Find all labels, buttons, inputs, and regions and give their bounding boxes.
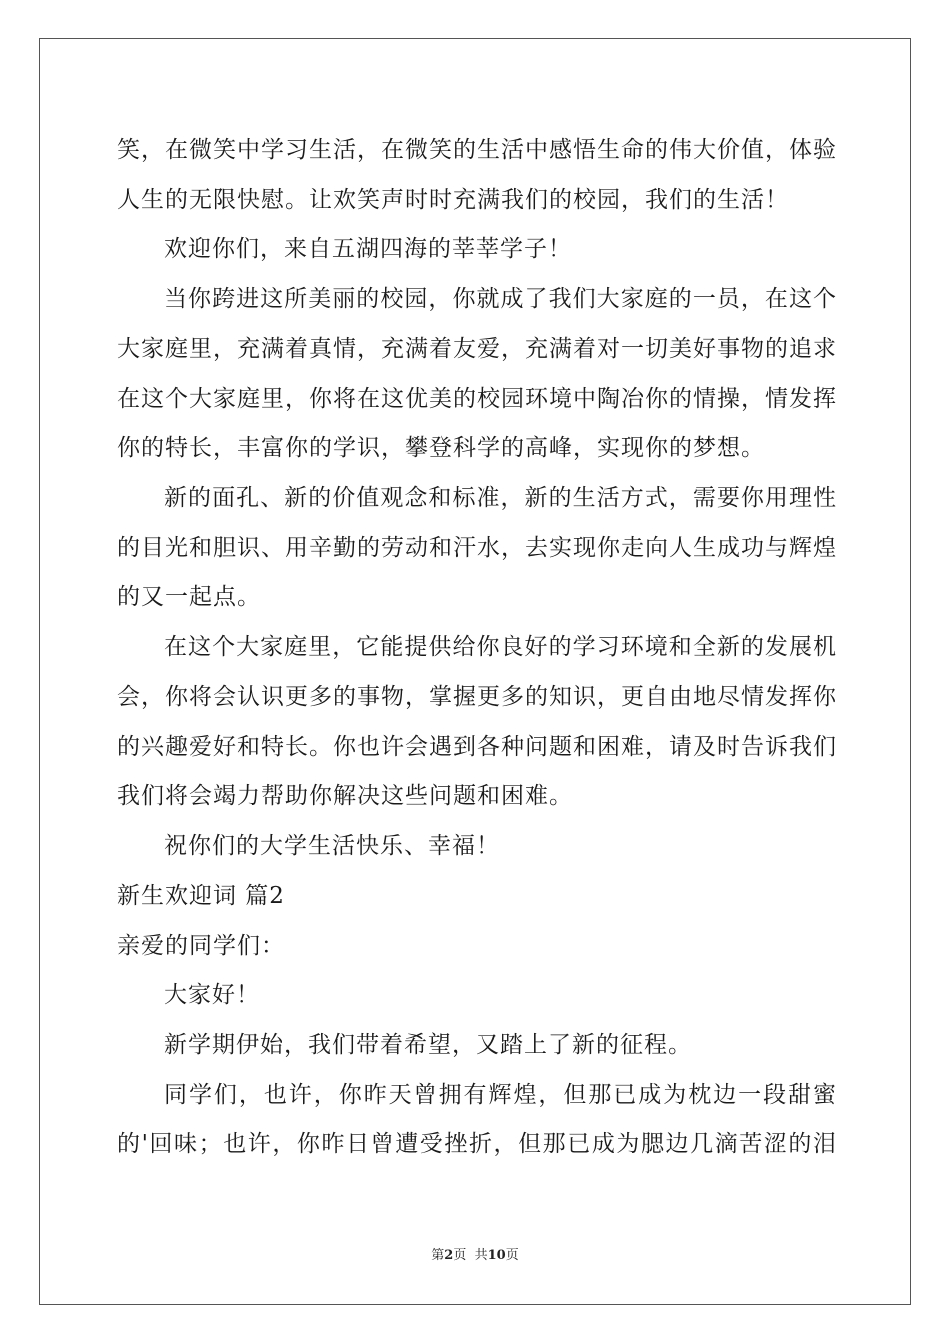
text-line: 新的面孔、新的价值观念和标准，新的生活方式，需要你用理性: [164, 485, 837, 511]
text-line: 会，你将会认识更多的事物，掌握更多的知识，更自由地尽情发挥你: [117, 684, 837, 710]
footer-prefix: 第: [431, 1248, 445, 1263]
text-line: 你的特长，丰富你的学识，攀登科学的高峰，实现你的梦想。: [117, 435, 765, 461]
text-line: 同学们，也许，你昨天曾拥有辉煌，但那已成为枕边一段甜蜜: [164, 1082, 837, 1108]
text-line: 的兴趣爱好和特长。你也许会遇到各种问题和困难，请及时告诉我们: [117, 734, 837, 760]
salutation: 亲爱的同学们：: [117, 933, 285, 959]
text-line: 祝你们的大学生活快乐、幸福！: [164, 833, 500, 859]
total-page-number: 10: [487, 1248, 506, 1263]
page-border: [39, 38, 911, 1305]
text-line: 在这个大家庭里，你将在这优美的校园环境中陶冶你的情操，情发挥: [117, 386, 837, 412]
text-line: 大家好！: [164, 982, 260, 1008]
page-footer: [0, 1247, 950, 1265]
text-line: 欢迎你们，来自五湖四海的莘莘学子！: [164, 236, 572, 262]
text-line: 的目光和胆识、用辛勤的劳动和汗水，去实现你走向人生成功与辉煌: [117, 535, 837, 561]
section-heading: 新生欢迎词 篇2: [117, 883, 285, 909]
text-line: 人生的无限快慰。让欢笑声时时充满我们的校园，我们的生活！: [117, 187, 789, 213]
text-line: 我们将会竭力帮助你解决这些问题和困难。: [117, 783, 573, 809]
text-line: 在这个大家庭里，它能提供给你良好的学习环境和全新的发展机: [164, 634, 837, 660]
footer-mid: 页 共: [453, 1248, 488, 1263]
text-line: 笑，在微笑中学习生活，在微笑的生活中感悟生命的伟大价值，体验: [117, 137, 837, 163]
text-line: 当你跨进这所美丽的校园，你就成了我们大家庭的一员，在这个: [164, 286, 837, 312]
text-line: 大家庭里，充满着真情，充满着友爱，充满着对一切美好事物的追求: [117, 336, 837, 362]
text-line: 新学期伊始，我们带着希望，又踏上了新的征程。: [164, 1032, 692, 1058]
footer-suffix: 页: [505, 1248, 519, 1263]
text-line: 的'回味；也许，你昨日曾遭受挫折，但那已成为腮边几滴苦涩的泪: [117, 1131, 837, 1157]
text-line: 的又一起点。: [117, 584, 261, 610]
current-page-number: 2: [444, 1248, 454, 1263]
